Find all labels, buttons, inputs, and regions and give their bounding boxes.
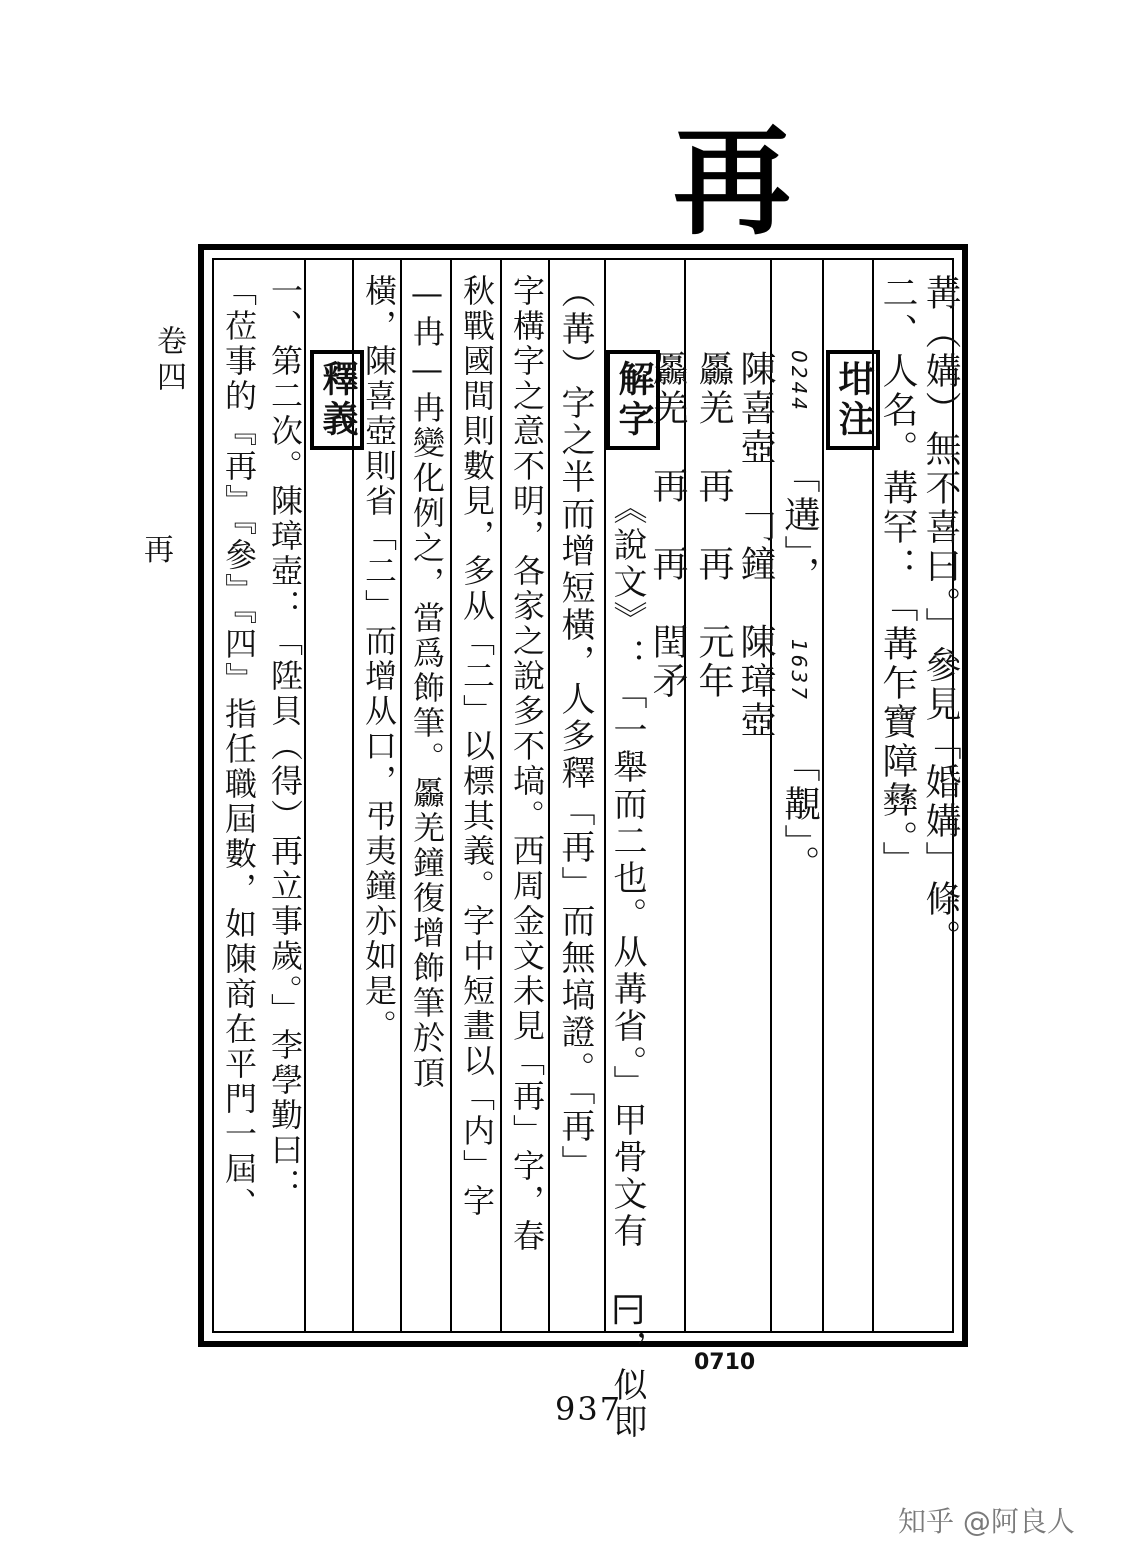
margin-volume-label: 卷四 — [151, 325, 186, 397]
text-column: （冓）字之半而增短橫，人多釋「再」而無塙證。「再」 — [555, 274, 595, 1182]
section-heading-annotation: 坩注 — [826, 350, 880, 450]
text-column: —冉—冉變化例之，當爲飾筆。厵羌鐘復增飾筆於頂 — [408, 274, 446, 1091]
inscription-source-column: 陳喜壺 𠃌鐘 陳璋壺 — [735, 350, 776, 779]
column-rule — [400, 260, 402, 1331]
section-heading-explanation: 解字 — [606, 350, 660, 450]
entry-code: 0710 — [694, 1350, 756, 1375]
text-column: 「莅事的『再』『參』『四』指任職屆數，如陳商在平門一屆、 — [220, 274, 258, 1222]
reference-mid: 「遘」， — [779, 456, 820, 595]
reference-number: 0244 — [787, 350, 811, 413]
inscription-source-column: 厵羌 再 再 元年 — [693, 350, 734, 701]
text-column — [778, 350, 820, 1317]
text-column: 一、第二次。陳璋壺：「陞貝（得）再立事歲。」李學勤曰： — [266, 274, 304, 1203]
reference-number: 1637 — [787, 638, 811, 702]
text-column: 二、人名。冓罕：「冓乍寶障彝。」 — [877, 274, 918, 880]
text-column: 字構字之意不明，各家之說多不塙。西周金文未見「再」字，春 — [508, 274, 546, 1254]
headword-character: 再 — [672, 113, 791, 251]
column-rule — [450, 260, 452, 1331]
section-heading-column — [310, 350, 364, 1317]
section-heading-meaning: 釋義 — [310, 350, 364, 450]
page-number: 937 — [555, 1390, 623, 1428]
column-rule — [822, 260, 824, 1331]
text-column: 秋戰國間則數見，多从「二」以標其義。字中短畫以「内」字 — [458, 274, 496, 1219]
column-rule — [500, 260, 502, 1331]
text-column: 冓（媾）無不喜曰。」參見「婚媾」條。 — [920, 274, 961, 958]
margin-character-label: 再 — [144, 533, 174, 568]
text-column: 橫，陳喜壺則省「二」而增从口，弔夷鐘亦如是。 — [360, 274, 398, 1044]
text-column: 《說文》：「一舉而二也。从冓省。」甲骨文有 𠔼，似即 — [607, 490, 647, 1441]
column-rule — [548, 260, 550, 1331]
inscription-source-column: 厵羌 再 再 閏矛 — [647, 350, 688, 701]
watermark: 知乎 @阿良人 — [898, 1505, 1075, 1538]
section-heading-column — [826, 350, 880, 1317]
reference-post: 「覯」。 — [779, 745, 820, 884]
